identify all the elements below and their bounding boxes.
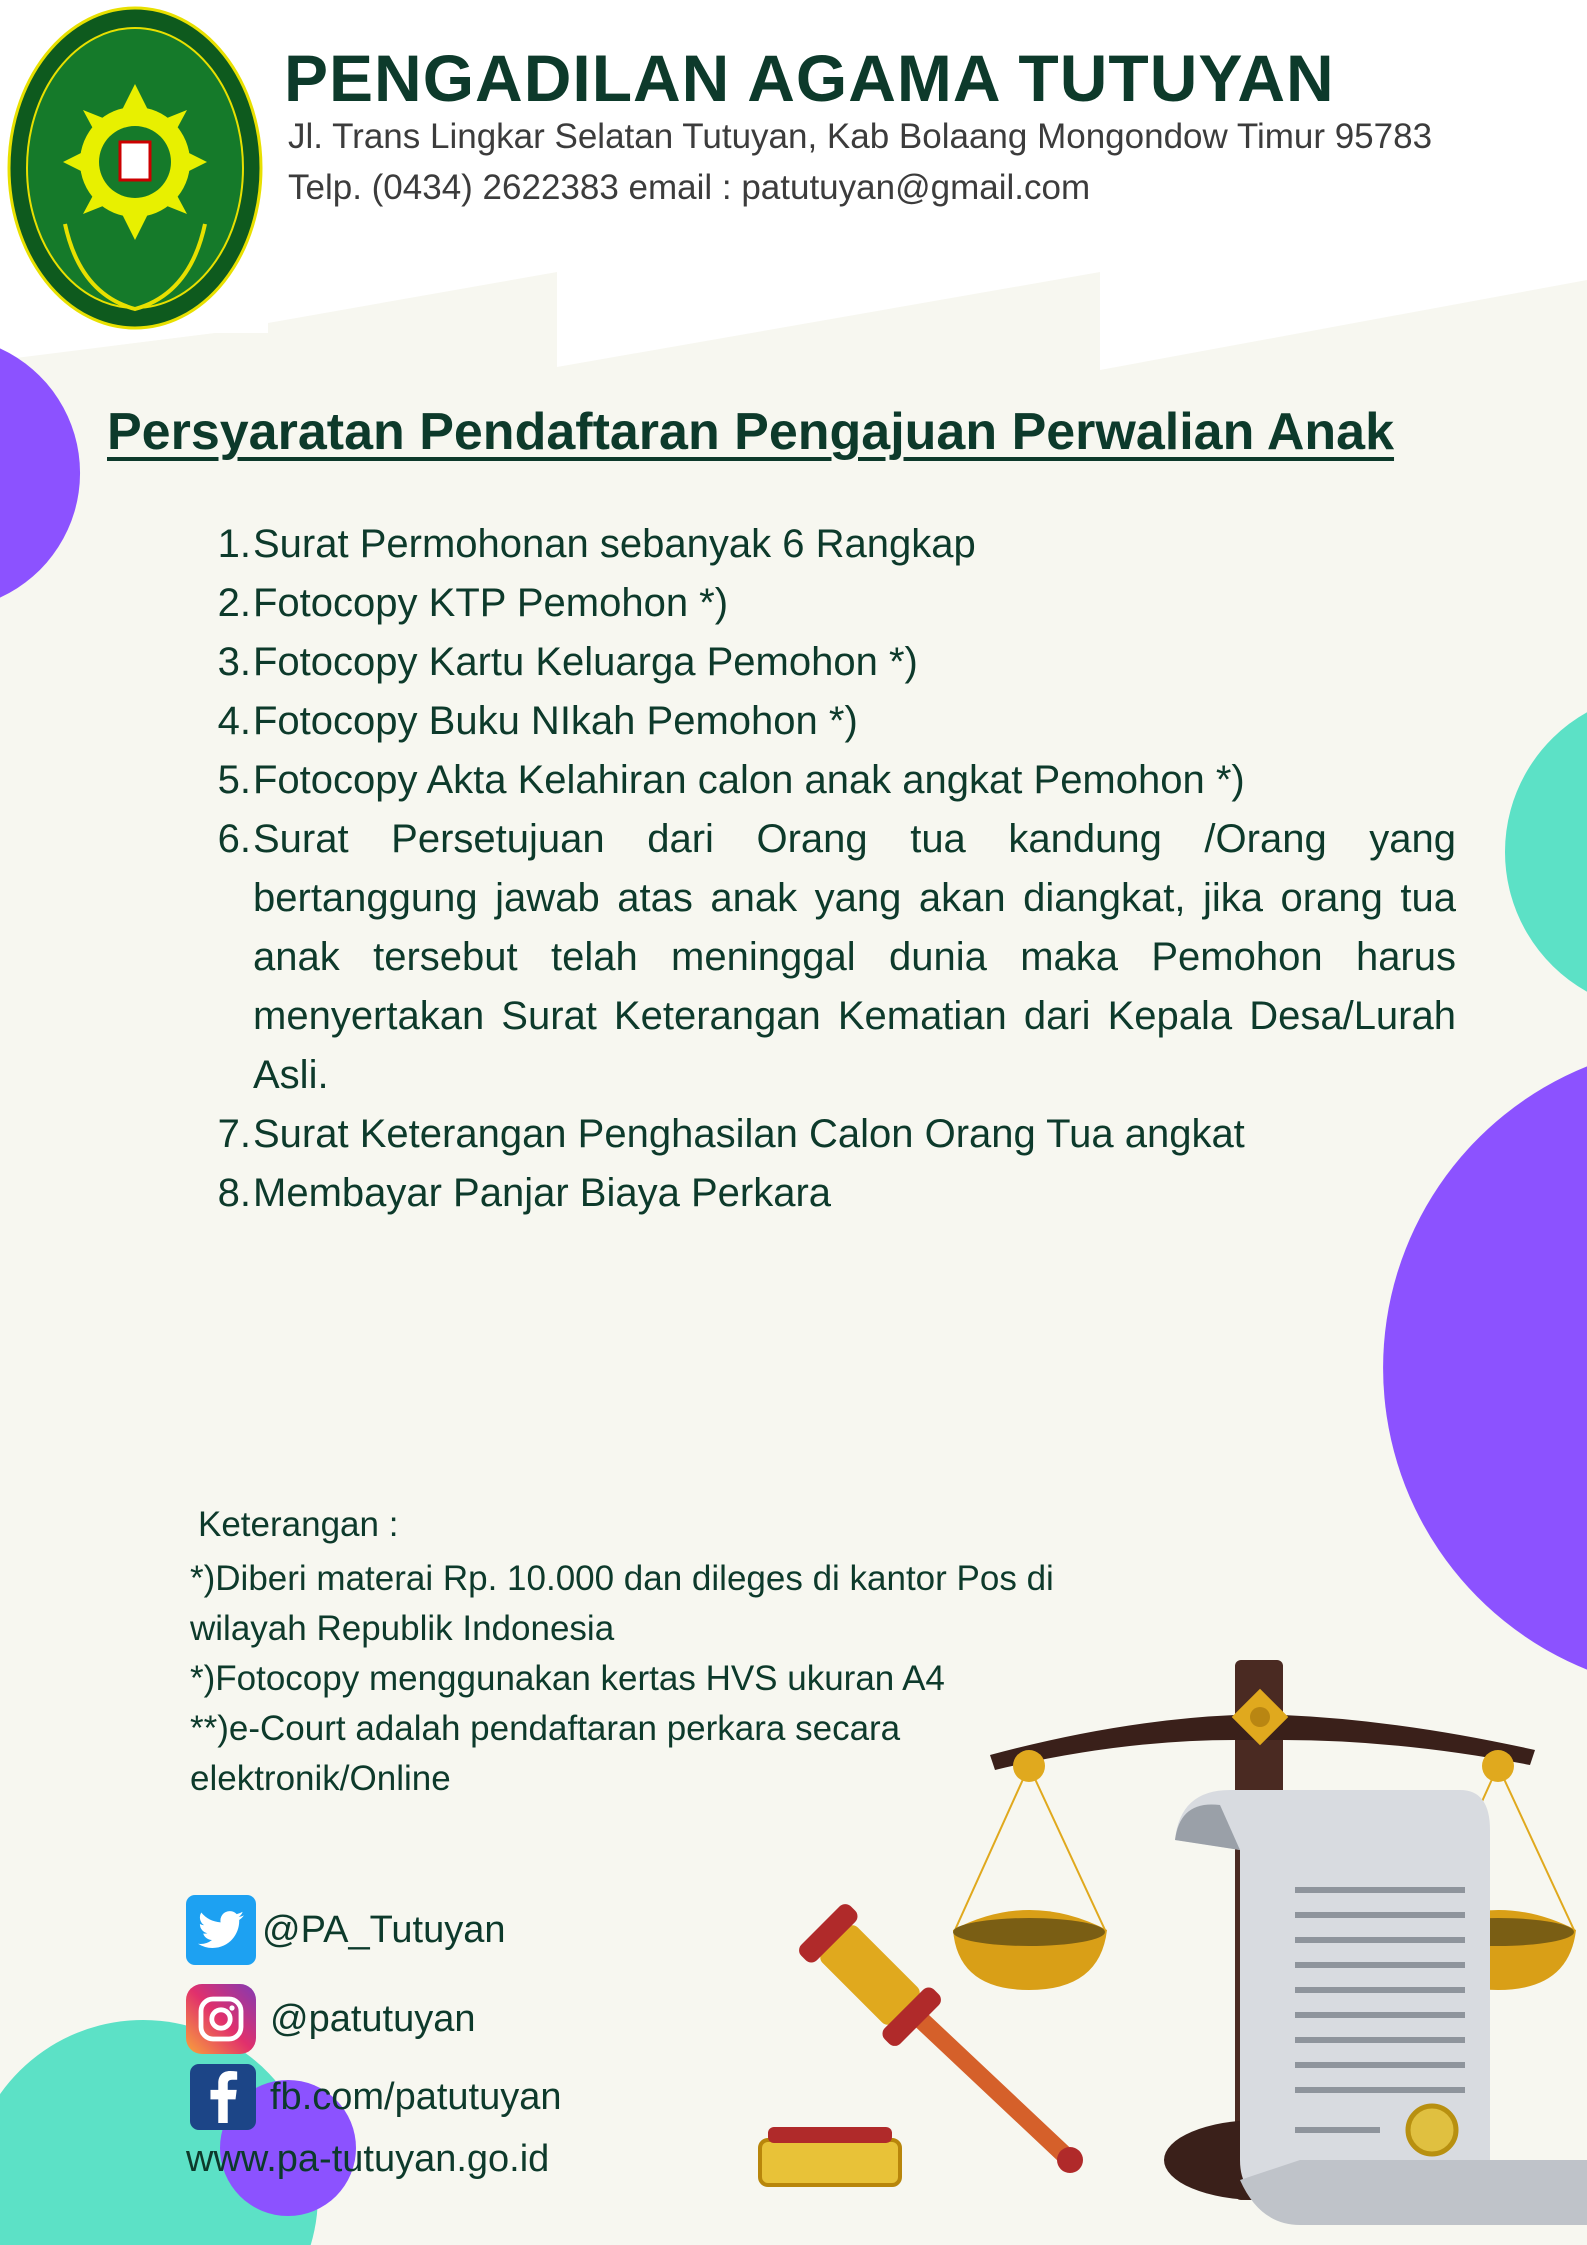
item-number: 4. — [217, 699, 251, 743]
list-item — [200, 515, 1456, 574]
list-item — [200, 751, 1456, 810]
item-number: 7. — [217, 1112, 251, 1156]
instagram-icon — [186, 1984, 256, 2054]
website-url: www.pa-tutuyan.go.id — [186, 2138, 550, 2180]
note-line: wilayah Republik Indonesia — [190, 1609, 615, 1648]
requirements-list — [200, 515, 1456, 1223]
item-number: 3. — [217, 640, 251, 684]
website-link[interactable] — [186, 2138, 549, 2181]
item-text: Membayar Panjar Biaya Perkara — [253, 1171, 832, 1215]
note-line: elektronik/Online — [190, 1759, 451, 1798]
item-number: 2. — [217, 581, 251, 625]
note-line: **)e-Court adalah pendaftaran perkara secara — [190, 1709, 901, 1748]
facebook-icon — [190, 2064, 256, 2130]
instagram-handle: @patutuyan — [270, 1997, 476, 2040]
item-text: Fotocopy Kartu Keluarga Pemohon *) — [253, 640, 918, 684]
item-number: 8. — [217, 1171, 251, 1215]
item-text: Surat Keterangan Penghasilan Calon Orang Tua angkat — [253, 1112, 1245, 1156]
court-logo — [5, 4, 265, 332]
item-text: Surat Permohonan sebanyak 6 Rangkap — [253, 522, 976, 566]
facebook-link[interactable] — [186, 2064, 562, 2130]
list-item — [200, 633, 1456, 692]
court-address: Jl. Trans Lingkar Selatan Tutuyan, Kab Bolaang Mongondow Timur 95783 — [288, 117, 1433, 156]
notes-label: Keterangan : — [198, 1505, 399, 1544]
item-number: 6. — [217, 817, 251, 861]
page-title: Persyaratan Pendaftaran Pengajuan Perwalian Anak — [107, 403, 1395, 461]
list-item — [200, 692, 1456, 751]
note-line: *)Diberi materai Rp. 10.000 dan dileges di kantor Pos di — [190, 1559, 1054, 1598]
item-text: Fotocopy KTP Pemohon *) — [253, 581, 729, 625]
list-item — [200, 574, 1456, 633]
list-item — [200, 1164, 1456, 1223]
item-number: 1. — [217, 522, 251, 566]
facebook-url: fb.com/patutuyan — [270, 2075, 562, 2118]
justice-illustration — [740, 1640, 1587, 2245]
twitter-link[interactable] — [186, 1895, 505, 1965]
instagram-link[interactable] — [186, 1984, 476, 2054]
item-text: Surat Persetujuan dari Orang tua kandung /Orang yang bertanggung jawab atas anak yang akan diangkat, jika orang tua anak tersebut telah meninggal dunia maka Pemohon harus menyertakan Surat Keterangan Kematian dari Kepala Desa/Lurah Asli. — [253, 817, 1456, 1097]
twitter-handle: @PA_Tutuyan — [262, 1908, 506, 1951]
note-line: *)Fotocopy menggunakan kertas HVS ukuran A4 — [190, 1659, 945, 1698]
list-item — [200, 1105, 1456, 1164]
item-text: Fotocopy Akta Kelahiran calon anak angkat Pemohon *) — [253, 758, 1245, 802]
twitter-icon — [186, 1895, 256, 1965]
court-contact: Telp. (0434) 2622383 email : patutuyan@gmail.com — [288, 168, 1091, 207]
item-number: 5. — [217, 758, 251, 802]
list-item — [200, 810, 1456, 1105]
court-name: PENGADILAN AGAMA TUTUYAN — [284, 41, 1335, 115]
item-text: Fotocopy Buku NIkah Pemohon *) — [253, 699, 858, 743]
